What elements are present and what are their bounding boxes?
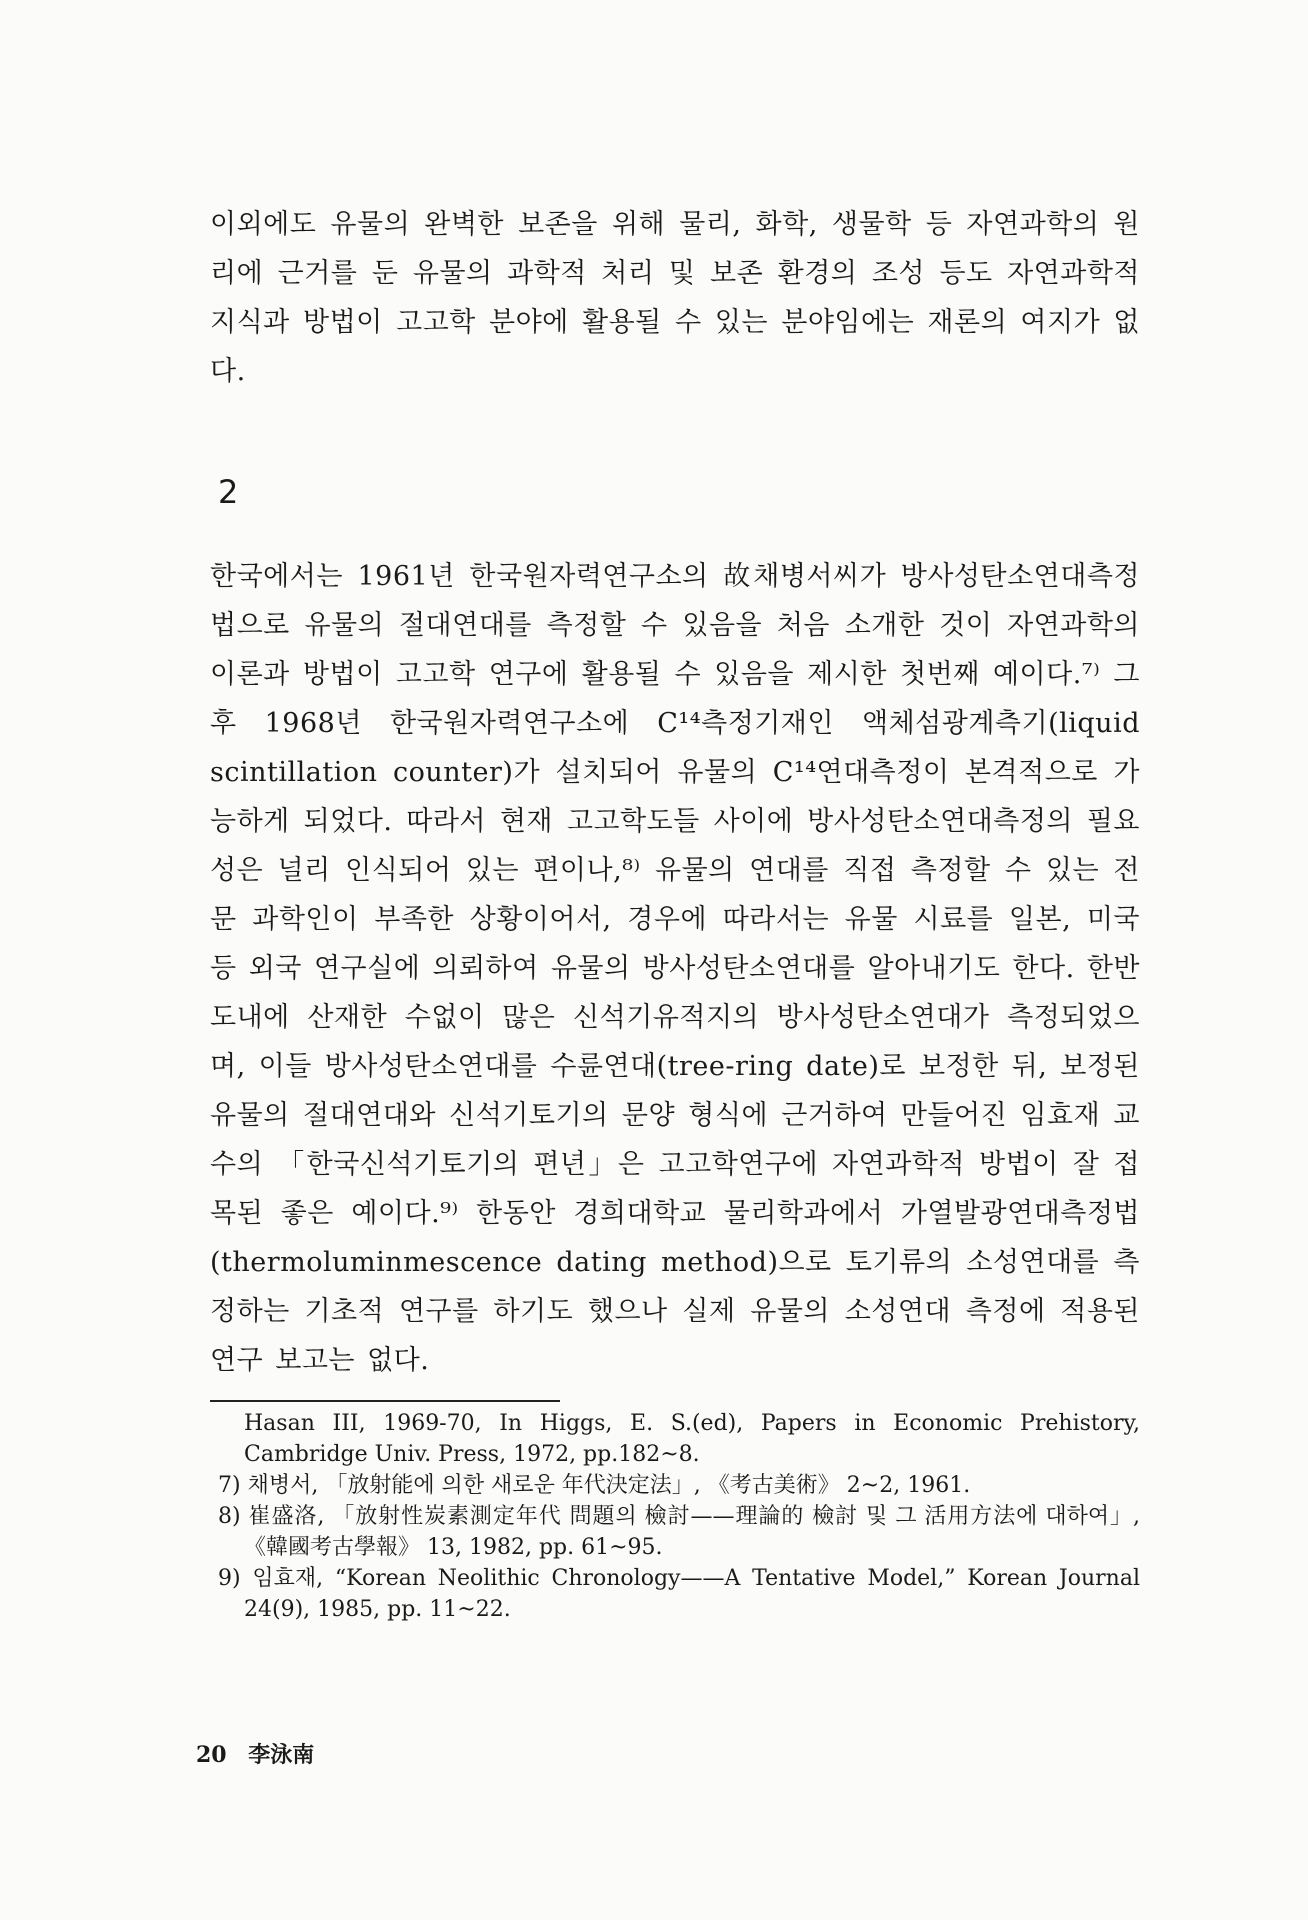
- author-name: 李泳南: [248, 1742, 315, 1768]
- footnote-list: [210, 1408, 1140, 1625]
- footnote-divider: [210, 1400, 560, 1402]
- footnote-8: 8) 崔盛洛, 「放射性炭素測定年代 問題의 檢討——理論的 檢討 및 그 活用方法에 대하여」, 《韓國考古學報》 13, 1982, pp. 61~95.: [218, 1504, 1140, 1560]
- body-paragraph-1: 이외에도 유물의 완벽한 보존을 위해 물리, 화학, 생물학 등 자연과학의 원리에 근거를 둔 유물의 과학적 처리 및 보존 환경의 조성 등도 자연과학적 지식과 방법이 고고학 분야에 활용될 수 있는 분야임에는 재론의 여지가 없다.: [210, 209, 1140, 387]
- page-footer: [196, 1738, 314, 1769]
- footnote-7: 7) 채병서, 「放射能에 의한 새로운 年代決定法」, 《考古美術》 2~2, 1961.: [218, 1473, 971, 1498]
- page-number: 20: [196, 1742, 227, 1768]
- body-paragraph-2: 한국에서는 1961년 한국원자력연구소의 故채병서씨가 방사성탄소연대측정법으로 유물의 절대연대를 측정할 수 있음을 처음 소개한 것이 자연과학의 이론과 방법이 고고학 연구에 활용될 수 있음을 제시한 첫번째 예이다.⁷⁾ 그후 1968년 한국원자력연구소에 C¹⁴측정기재인 액체섬광계측기(liquid scintillation counter)가 설치되어 유물의 C¹⁴연대측정이 본격적으로 가능하게 되었다. 따라서 현재 고고학도들 사이에 방사성탄소연대측정의 필요성은 널리 인식되어 있는 편이나,⁸⁾ 유물의 연대를 직접 측정할 수 있는 전문 과학인이 부족한 상황이어서, 경우에 따라서는 유물 시료를 일본, 미국 등 외국 연구실에 의뢰하여 유물의 방사성탄소연대를 알아내기도 한다. 한반도내에 산재한 수없이 많은 신석기유적지의 방사성탄소연대가 측정되었으며, 이들 방사성탄소연대를 수륜연대(tree-ring date)로 보정한 뒤, 보정된 유물의 절대연대와 신석기토기의 문양 형식에 근거하여 만들어진 임효재 교수의 「한국신석기토기의 편년」은 고고학연구에 자연과학적 방법이 잘 접목된 좋은 예이다.⁹⁾ 한동안 경희대학교 물리학과에서 가열발광연대측정법(thermoluminmescence dating method)으로 토기류의 소성연대를 측정하는 기초적 연구를 하기도 했으나 실제 유물의 소성연대 측정에 적용된 연구 보고는 없다.: [210, 561, 1140, 1376]
- footnote-9: 9) 임효재, “Korean Neolithic Chronology——A Tentative Model,” Korean Journal 24(9), 1985, pp. 11~22.: [218, 1566, 1140, 1622]
- footnote-continued: Hasan III, 1969-70, In Higgs, E. S.(ed), Papers in Economic Prehistory, Cambridge Univ. Press, 1972, pp.182~8.: [244, 1411, 1140, 1467]
- section-number: 2: [218, 473, 239, 511]
